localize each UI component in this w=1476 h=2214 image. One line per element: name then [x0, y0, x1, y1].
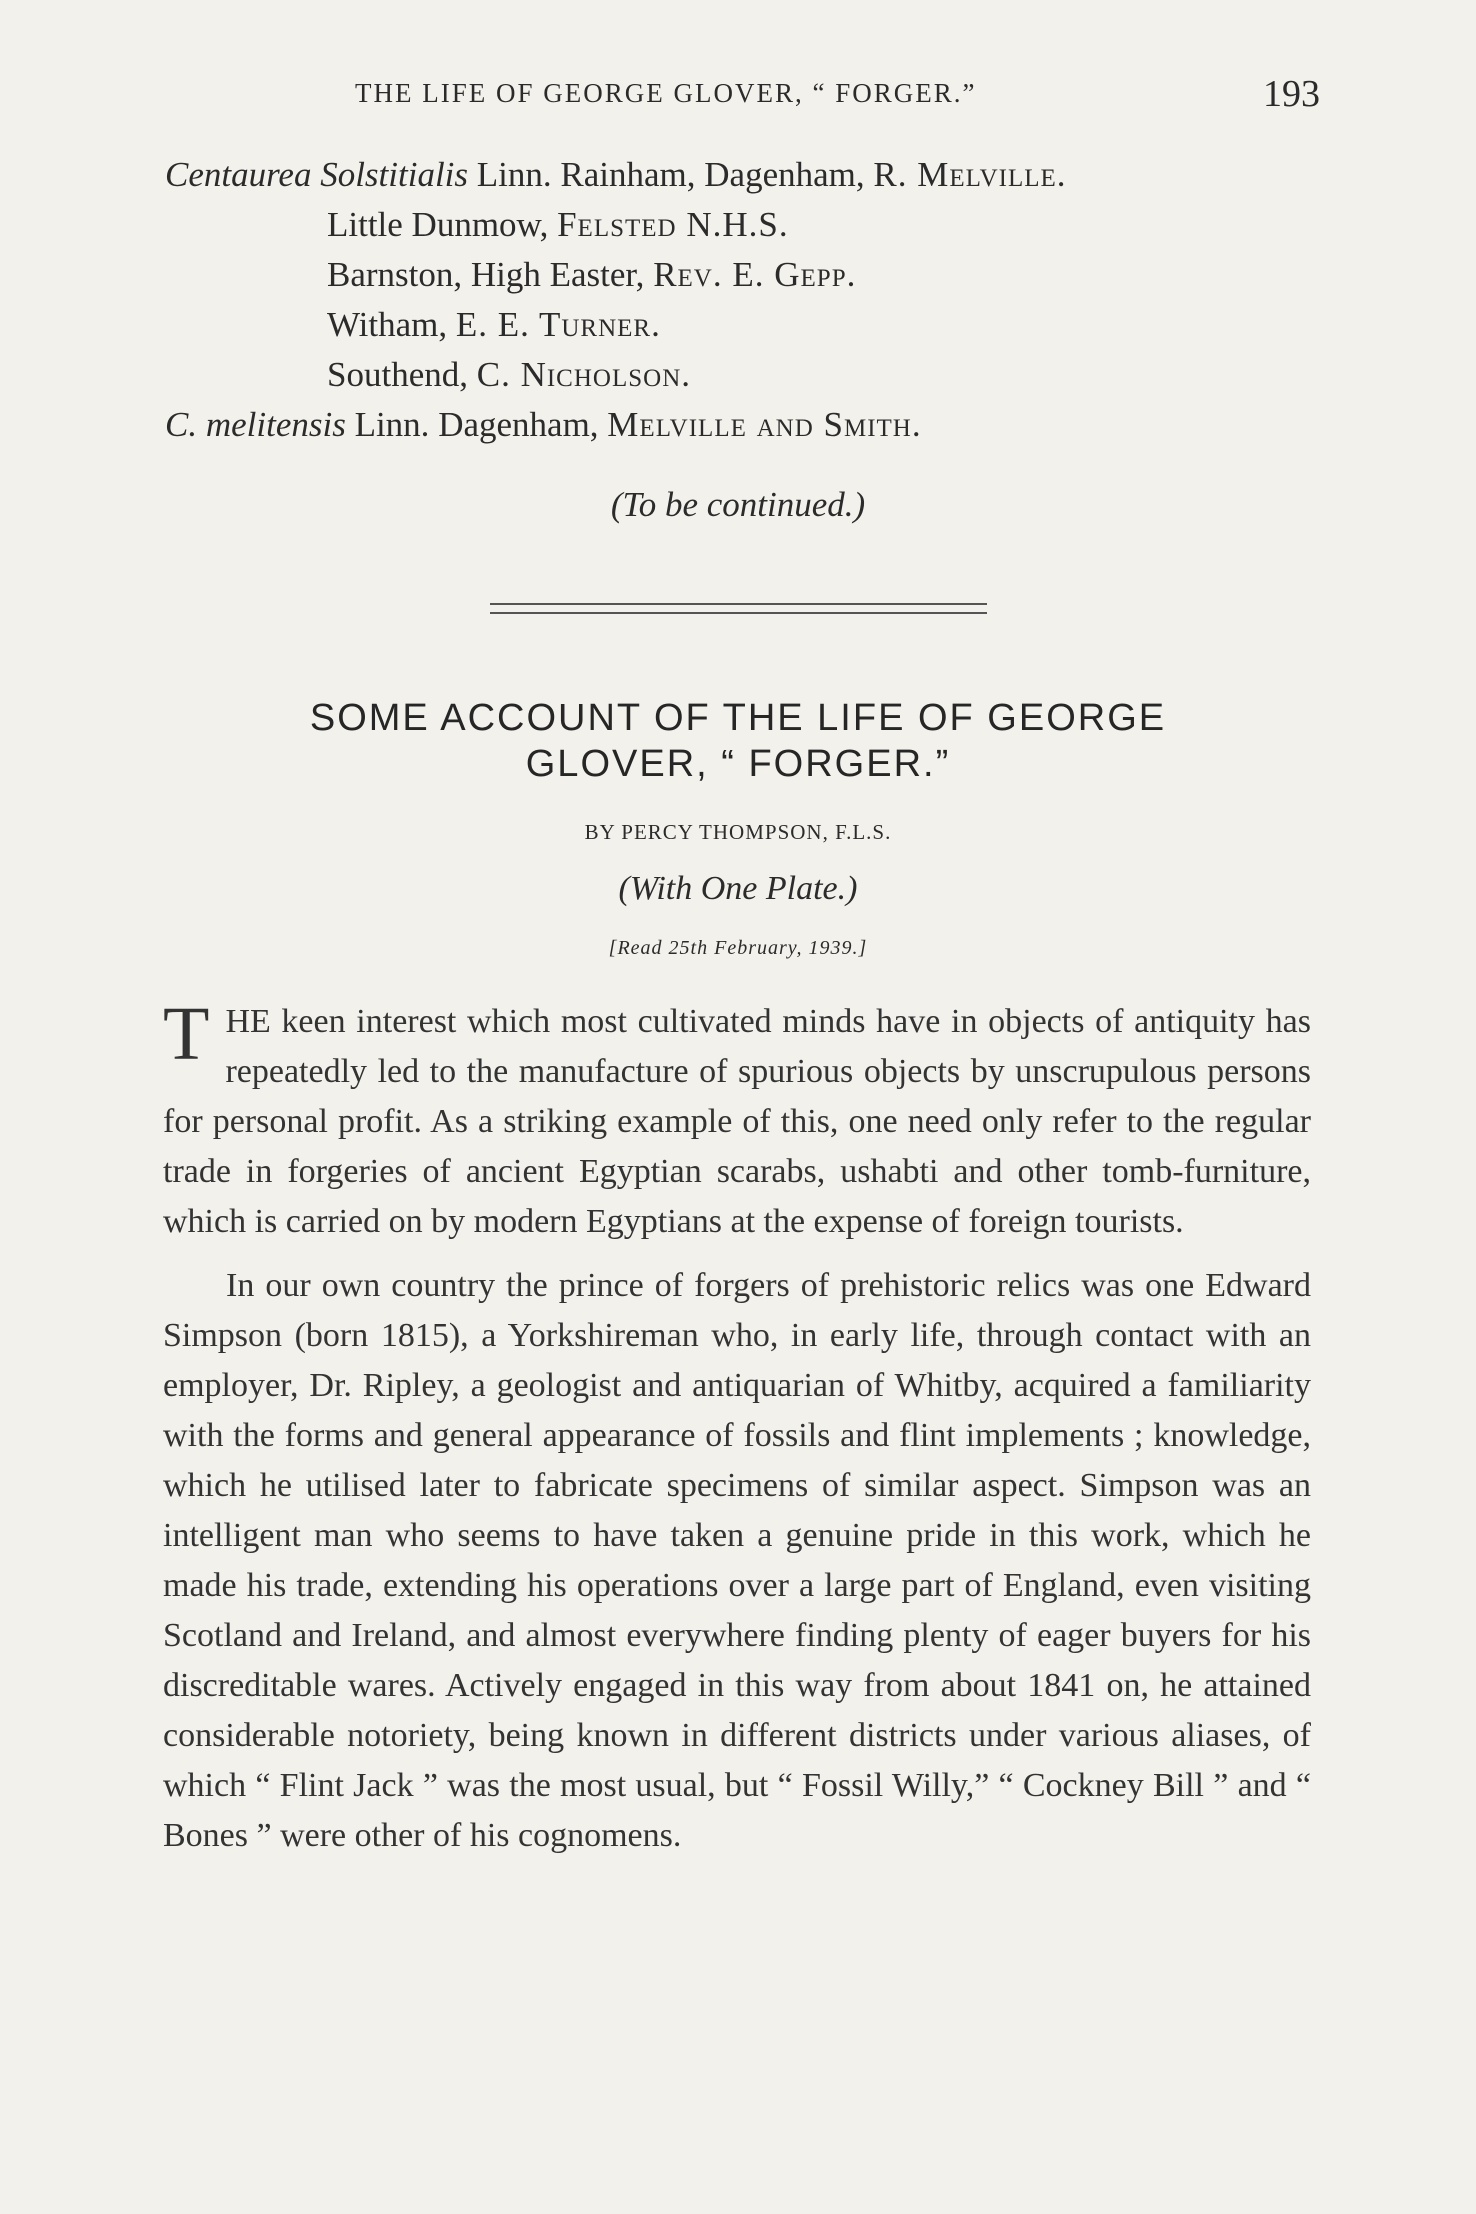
species-entry: [165, 400, 1315, 450]
paragraph: In our own country the prince of forgers of prehistoric relics was one Edward Simpson (born 1815), a Yorkshireman who, in early life, through contact with an employer, Dr. Ripley, a geologist and antiquarian of Whitby, acquired a familiarity with the forms and general appearance of fossils and flint implements ; knowledge, which he utilised later to fabricate specimens of similar aspect. Simpson was an intelligent man who seems to have taken a genuine pride in this work, which he made his trade, extending his operations over a large part of England, even visiting Scotland and Ireland, and almost everywhere finding plenty of eager buyers for his discreditable wares. Actively engaged in this way from about 1841 on, he attained considerable notoriety, being known in different districts under various aliases, of which “ Flint Jack ” was the most usual, but “ Fossil Willy,” “ Cockney Bill ” and “ Bones ” were other of his cognomens.: [163, 1267, 1311, 1854]
section-divider: [490, 603, 987, 614]
article-title: [150, 695, 1326, 787]
species-name: Centaurea Solstitialis: [165, 155, 469, 194]
locality-line: [165, 200, 1315, 250]
article-title-line: SOME ACCOUNT OF THE LIFE OF GEORGE: [309, 697, 1167, 739]
running-header: [160, 73, 1320, 118]
page-number: 193: [1263, 73, 1320, 115]
locality-recorder: Felsted N.H.S.: [557, 205, 789, 244]
locality-place: Rainham, Dagenham,: [560, 155, 865, 194]
locality-line: [165, 300, 1315, 350]
species-authority: Linn.: [476, 155, 552, 194]
plate-note: (With One Plate.): [618, 870, 858, 907]
locality-recorder: Melville and Smith.: [607, 405, 922, 444]
paragraph: [163, 992, 1311, 1247]
byline: BY PERCY THOMPSON, F.L.S.: [584, 820, 892, 844]
article-title-line: GLOVER, “ FORGER.”: [525, 743, 951, 785]
locality-place: Little Dunmow,: [327, 205, 549, 244]
locality-recorder: E. E. Turner.: [455, 305, 661, 344]
locality-recorder: R. Melville.: [873, 155, 1067, 194]
species-name: C. melitensis: [165, 405, 346, 444]
read-date: [Read 25th February, 1939.]: [608, 937, 868, 959]
paragraph-text: HE keen interest which most cultivated minds have in objects of antiquity has repeatedly led to the manufacture of spurious objects by unscrupulous persons for personal profit. As a striking example of this, one need only refer to the regular trade in forgeries of ancient Egyptian scarabs, ushabti and other tomb-furniture, which is carried on by modern Egyptians at the expense of foreign tourists.: [163, 1003, 1311, 1240]
species-authority: Linn.: [354, 405, 430, 444]
drop-cap: T: [163, 992, 210, 1076]
locality-line: [165, 250, 1315, 300]
article-body: [163, 992, 1311, 1875]
locality-line: [165, 350, 1315, 400]
locality-place: Southend,: [327, 355, 468, 394]
species-entry: [165, 150, 1315, 200]
locality-place: Barnston, High Easter,: [327, 255, 645, 294]
locality-recorder: C. Nicholson.: [476, 355, 691, 394]
running-title: THE LIFE OF GEORGE GLOVER, “ FORGER.”: [355, 78, 977, 108]
locality-place: Witham,: [327, 305, 448, 344]
to-be-continued: (To be continued.): [610, 485, 866, 524]
species-list: [165, 150, 1315, 450]
locality-recorder: Rev. E. Gepp.: [653, 255, 857, 294]
locality-place: Dagenham,: [438, 405, 599, 444]
